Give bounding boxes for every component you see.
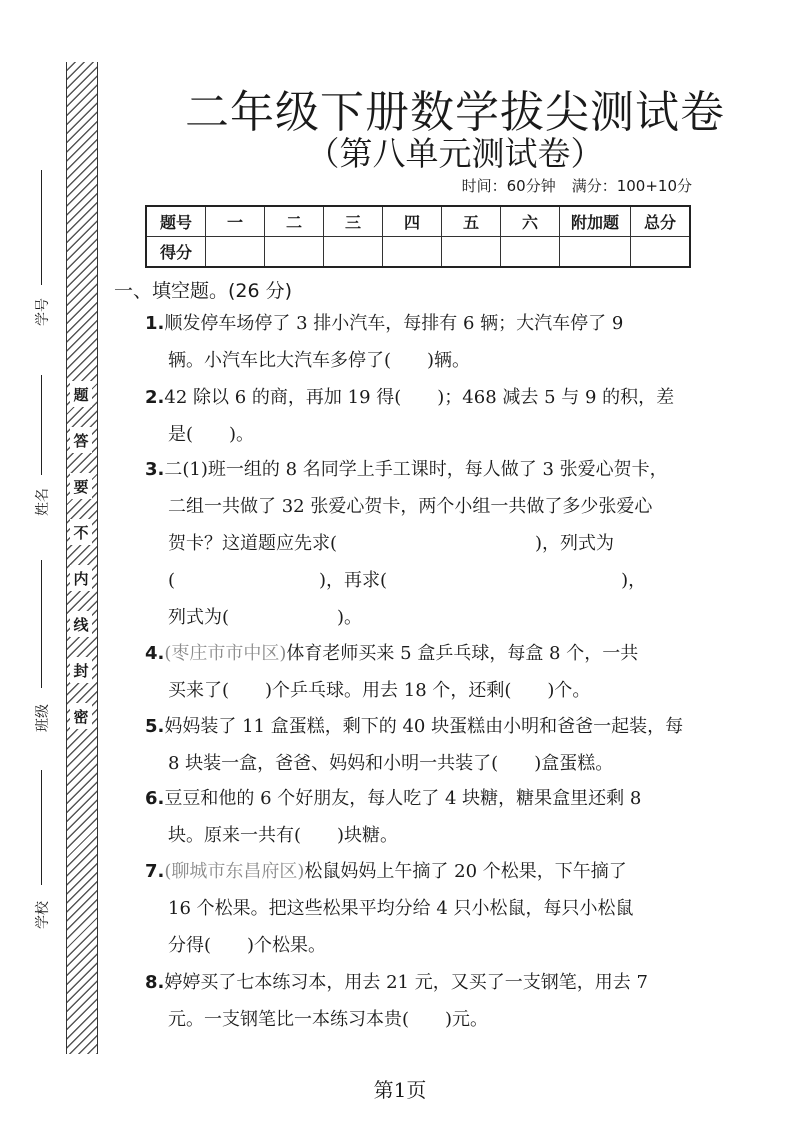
name-blank[interactable] (41, 375, 42, 475)
question-text: 二组一共做了 32 张爱心贺卡，两个小组一共做了多少张爱心 (168, 496, 653, 517)
binding-strip (66, 62, 98, 1054)
class-label: 班级 (35, 704, 51, 732)
seal-char: 线 (70, 611, 92, 637)
question-3 (145, 451, 725, 636)
question-text: 42 除以 6 的商，再加 19 得( )；468 减去 5 与 9 的积，差 (164, 387, 675, 408)
question-text: 松鼠妈妈上午摘了 20 个松果，下午摘了 (304, 861, 627, 882)
question-number: 6. (145, 788, 165, 809)
table-cell: 四 (383, 206, 442, 237)
question-number: 4. (145, 643, 165, 664)
question-text: 二(1)班一组的 8 名同学上手工课时，每人做了 3 张爱心贺卡， (164, 459, 668, 480)
section-points: (26 分) (228, 280, 293, 302)
table-row (146, 206, 690, 237)
score-input[interactable] (206, 237, 265, 268)
question-number: 2. (145, 387, 165, 408)
question-2 (145, 379, 725, 453)
page-subtitle: （第八单元测试卷） (306, 134, 604, 173)
question-text: 分得( )个松果。 (168, 935, 327, 956)
exam-meta (462, 175, 692, 196)
question-text: ( )，再求( )， (168, 570, 647, 591)
score-input[interactable] (442, 237, 501, 268)
question-text: 元。一支钢笔比一本练习本贵( )元。 (168, 1009, 489, 1030)
question-number: 1. (145, 313, 165, 334)
question-8 (145, 964, 725, 1038)
section-heading (114, 276, 292, 303)
table-cell: 一 (206, 206, 265, 237)
seal-char: 题 (70, 381, 92, 407)
question-7 (145, 853, 725, 964)
question-text: 婷婷买了七本练习本，用去 21 元，又买了一支钢笔，用去 7 (164, 972, 648, 993)
table-cell: 二 (265, 206, 324, 237)
time-limit: 时间：60分钟 (461, 177, 556, 195)
table-row (146, 237, 690, 268)
table-cell: 得分 (146, 237, 206, 268)
seal-char: 要 (70, 473, 92, 499)
table-cell: 六 (501, 206, 560, 237)
full-score: 满分：100+10分 (571, 177, 692, 195)
question-source-tag: (枣庄市市中区) (164, 643, 287, 664)
table-cell: 附加题 (560, 206, 631, 237)
score-table (145, 205, 691, 268)
question-text: 体育老师买来 5 盒乒乓球，每盒 8 个，一共 (286, 643, 639, 664)
seal-char: 内 (70, 565, 92, 591)
table-cell: 题号 (146, 206, 206, 237)
question-text: 16 个松果。把这些松果平均分给 4 只小松鼠，每只小松鼠 (168, 898, 634, 919)
question-text: 是( )。 (168, 424, 255, 445)
question-number: 5. (145, 716, 165, 737)
question-text: 8 块装一盒，爸爸、妈妈和小明一共装了( )盒蛋糕。 (168, 753, 614, 774)
question-1 (145, 305, 725, 379)
question-text: 列式为( )。 (168, 607, 363, 628)
student-id-label: 学号 (35, 298, 51, 326)
student-id-blank[interactable] (41, 170, 42, 285)
score-input[interactable] (501, 237, 560, 268)
page-number: 第1页 (373, 1078, 427, 1102)
score-input[interactable] (383, 237, 442, 268)
question-text: 块。原来一共有( )块糖。 (168, 825, 399, 846)
question-5 (145, 708, 725, 782)
question-text: 豆豆和他的 6 个好朋友，每人吃了 4 块糖，糖果盒里还剩 8 (164, 788, 642, 809)
class-blank[interactable] (41, 560, 42, 688)
seal-char: 密 (70, 703, 92, 729)
page-title: 二年级下册数学拔尖测试卷 (185, 87, 725, 138)
table-cell: 三 (324, 206, 383, 237)
score-input[interactable] (265, 237, 324, 268)
question-4 (145, 635, 725, 709)
question-number: 7. (145, 861, 165, 882)
question-text: 顺发停车场停了 3 排小汽车，每排有 6 辆；大汽车停了 9 (164, 313, 624, 334)
score-input[interactable] (560, 237, 631, 268)
seal-char: 答 (70, 427, 92, 453)
table-cell: 总分 (631, 206, 691, 237)
question-text: 贺卡？这道题应先求( )，列式为 (168, 533, 615, 554)
section-title: 一、填空题。 (114, 280, 229, 302)
question-number: 8. (145, 972, 165, 993)
school-label: 学校 (35, 901, 51, 929)
question-number: 3. (145, 459, 165, 480)
question-text: 辆。小汽车比大汽车多停了( )辆。 (168, 350, 471, 371)
question-text: 买来了( )个乒乓球。用去 18 个，还剩( )个。 (168, 680, 591, 701)
name-label: 姓名 (35, 488, 51, 516)
school-blank[interactable] (41, 770, 42, 885)
table-cell: 五 (442, 206, 501, 237)
seal-char: 不 (70, 519, 92, 545)
question-text: 妈妈装了 11 盒蛋糕，剩下的 40 块蛋糕由小明和爸爸一起装，每 (164, 716, 684, 737)
question-source-tag: (聊城市东昌府区) (164, 861, 305, 882)
question-6 (145, 780, 725, 854)
seal-char: 封 (70, 657, 92, 683)
score-input[interactable] (324, 237, 383, 268)
score-input[interactable] (631, 237, 691, 268)
